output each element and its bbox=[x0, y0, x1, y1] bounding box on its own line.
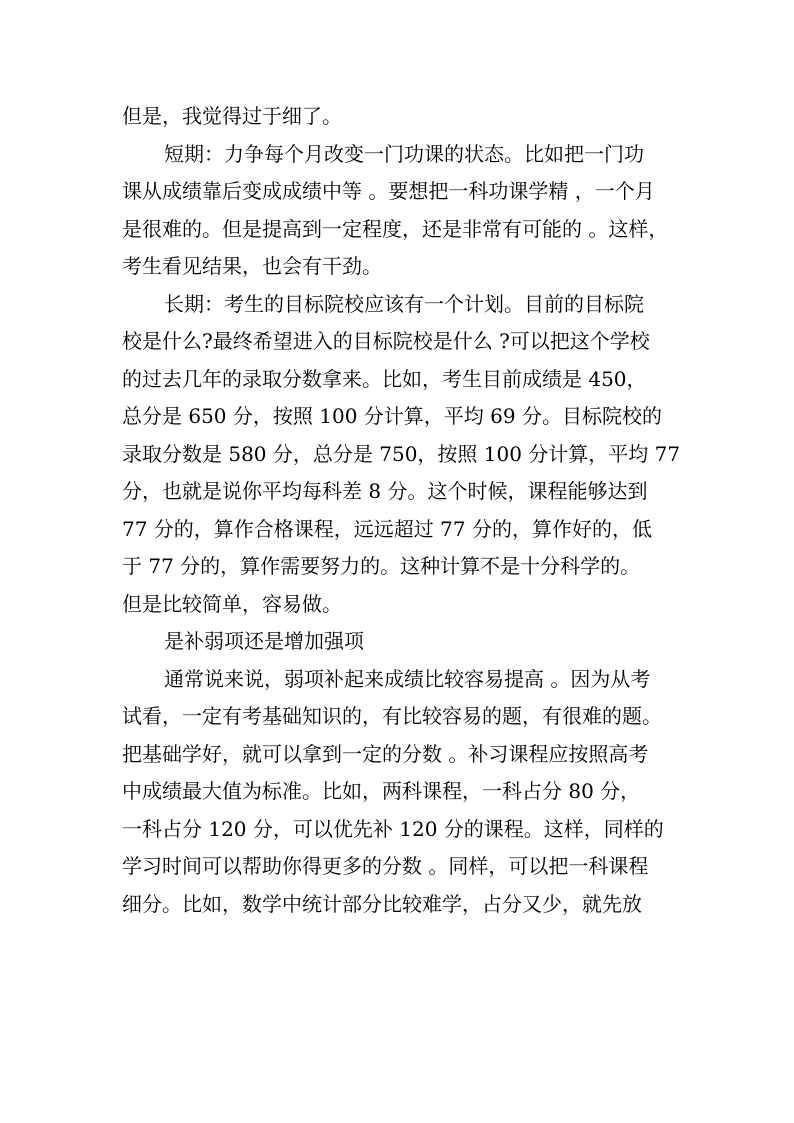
text-line-11: 分，也就是说你平均每科差 8 分。这个时候，课程能够达到 bbox=[122, 479, 648, 503]
text-line-13: 于 77 分的，算作需要努力的。这种计算不是十分科学的。 bbox=[122, 554, 641, 578]
text-line-18: 把基础学好，就可以拿到一定的分数 。补习课程应按照高考 bbox=[122, 741, 649, 766]
text-line-12: 77 分的，算作合格课程，远远超过 77 分的，算作好的，低 bbox=[122, 516, 652, 541]
text-line-1: 但是，我觉得过于细了。 bbox=[122, 104, 342, 128]
text-line-20: 一科占分 120 分，可以优先补 120 分的课程。这样，同样的 bbox=[122, 816, 664, 841]
text-line-14: 但是比较简单，容易做。 bbox=[122, 591, 342, 616]
text-line-9: 总分是 650 分，按照 100 分计算，平均 69 分。目标院校的 bbox=[122, 404, 662, 428]
text-line-21: 学习时间可以帮助你得更多的分数 。同样，可以把一科课程 bbox=[122, 854, 649, 878]
text-line-3: 课从成绩靠后变成成绩中等 。要想把一科功课学精 ，一个月 bbox=[122, 179, 655, 203]
text-line-10: 录取分数是 580 分，总分是 750，按照 100 分计算，平均 77 bbox=[122, 441, 681, 466]
text-line-7: 校是什么?最终希望进入的目标院校是什么 ?可以把这个学校 bbox=[122, 329, 650, 353]
text-line-17: 试看，一定有考基础知识的，有比较容易的题，有很难的题。 bbox=[122, 704, 662, 728]
text-line-19: 中成绩最大值为标准。比如，两科课程，一科占分 80 分， bbox=[122, 779, 641, 803]
text-line-8: 的过去几年的录取分数拿来。比如，考生目前成绩是 450， bbox=[122, 366, 647, 391]
text-line-22: 细分。比如，数学中统计部分比较难学，占分又少，就先放 bbox=[122, 891, 642, 916]
text-line-2: 短期：力争每个月改变一门功课的状态。比如把一门功 bbox=[164, 141, 644, 166]
section-heading: 是补弱项还是增加强项 bbox=[164, 629, 364, 653]
text-line-4: 是很难的。但是提高到一定程度，还是非常有可能的 。这样， bbox=[122, 216, 669, 241]
text-line-6: 长期：考生的目标院校应该有一个计划。目前的目标院 bbox=[164, 291, 644, 316]
text-line-16: 通常说来说，弱项补起来成绩比较容易提高 。因为从考 bbox=[164, 666, 651, 691]
document-body bbox=[122, 98, 681, 923]
text-line-5: 考生看见结果，也会有干劲。 bbox=[122, 254, 382, 278]
